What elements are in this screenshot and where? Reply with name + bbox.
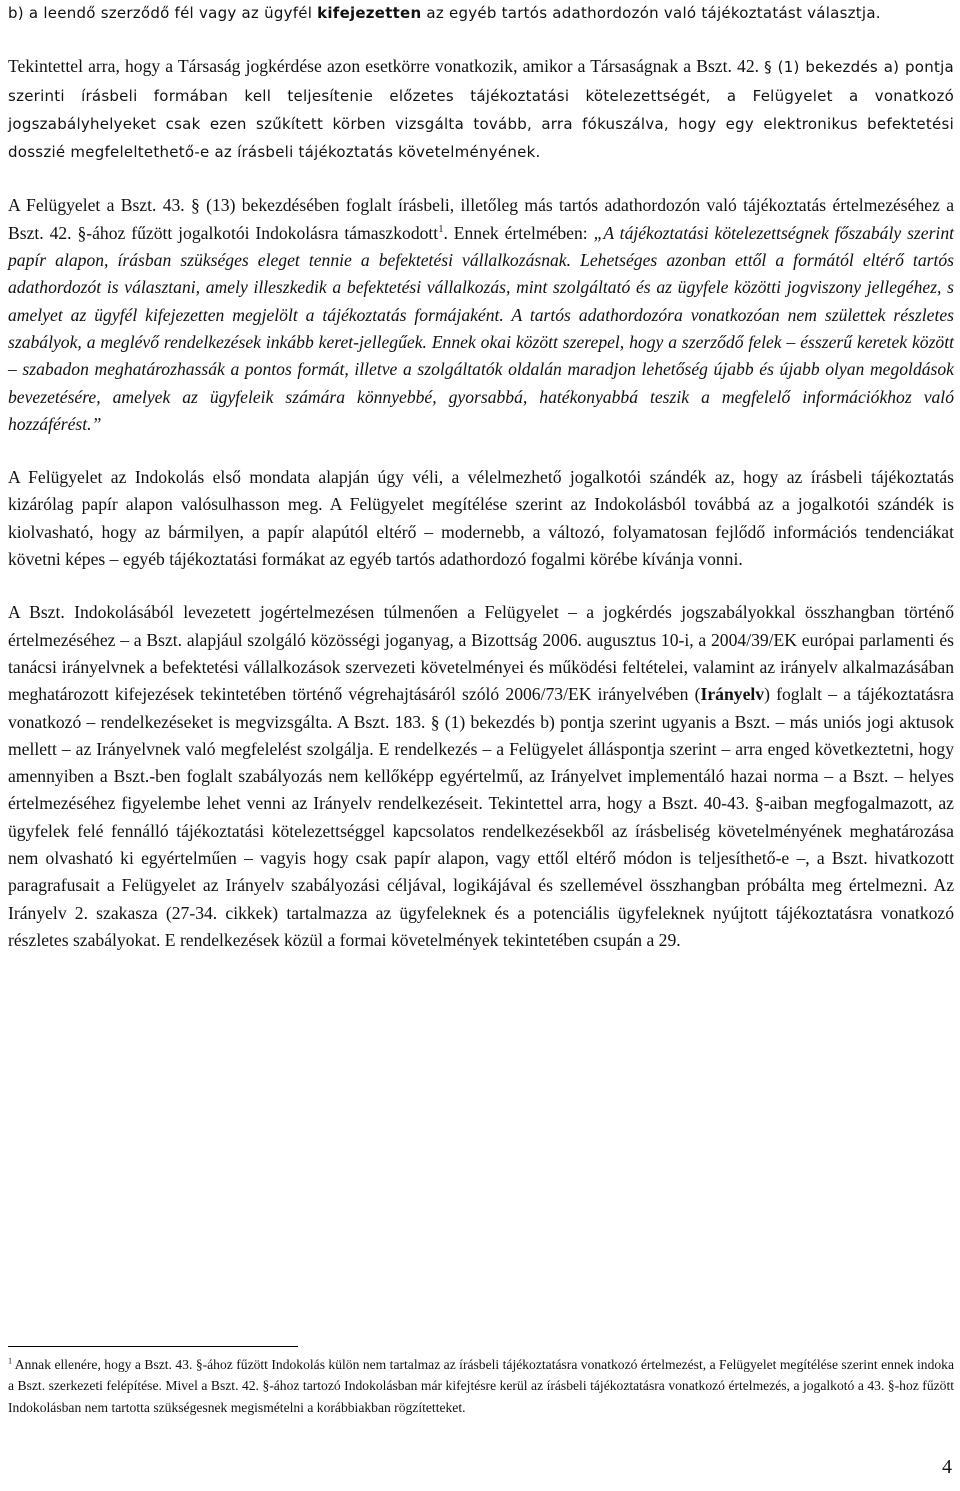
footnote-text: Annak ellenére, hogy a Bszt. 43. §-ához fűzött Indokolás külön nem tartalmaz az írásbeli tájékoztatásra vonatkozó értelmezést, a Felügyelet megítélése szerint ennek indoka a Bszt. szerkezeti felépítése. Mivel a Bszt. 42. §-ához tartozó Indokolásban már kifejtésre kerül az írásbeli tájékoztatásra vonatkozó értelmezés, a jogalkotó a 43. §-hoz fűzött Indokolásban nem tartotta szükségesnek megismételni a korábbiakban rögzítetteket. — [8, 1357, 954, 1415]
p5-text-b: ) foglalt – a tájékoztatásra vonatkozó – rendelkezéseket is megvizsgálta. A Bszt. 183. § (1) bekezdés b) pontja szerint ugyanis a Bszt. – más uniós jogi aktusok mellett – az Irányelvnek való megfelelést szolgálja. E rendelkezés – a Felügyelet álláspontja szerint – arra enged következtetni, hogy amennyiben a Bszt.-ben foglalt szabályozás nem kellőképp egyértelmű, az Irányelvet implementáló hazai norma – a Bszt. – helyes értelmezéséhez figyelembe lehet venni az Irányelv rendelkezéseit. Tekintettel arra, hogy a Bszt. 40-43. §-aiban megfogalmazott, az ügyfelek felé fennálló tájékoztatási kötelezettséggel kapcsolatos rendelkezésekből az írásbeliség követelményének meghatározása nem olvasható ki egyértelműen – vagyis hogy csak papír alapon, vagy ettől eltérő módon is teljesíthető-e –, a Bszt. hivatkozott paragrafusait a Felügyelet az Irányelv szabályozási céljával, logikájával és szellemével összhangban próbálta meg értelmezni. Az Irányelv 2. szakasza (27-34. cikkek) tartalmazza az ügyfeleknek és a potenciális ügyfeleknek nyújtott tájékoztatásra vonatkozó részletes szabályokat. E rendelkezések közül a formai követelmények tekintetében csupán a 29. — [8, 684, 954, 950]
paragraph-1 — [8, 0, 954, 27]
paragraph-4 — [8, 464, 954, 573]
p5-text-a: A Bszt. Indokolásából levezetett jogértelmezésen túlmenően a Felügyelet – a jogkérdés jogszabályokkal összhangban történő értelmezéséhez – a Bszt. alapjául szolgáló közösségi joganyag, a Bizottság 2006. augusztus 10-i, a 2004/39/EK európai parlamenti és tanácsi irányelvnek a befektetési vállalkozások szervezeti követelményei és működési feltételei, valamint az irányelv alkalmazásában meghatározott kifejezések tekintetében történő végrehajtásáról szóló 2006/73/EK irányelvében ( — [8, 602, 954, 705]
p2-text-sans: § (1) bekezdés a) pontja szerinti írásbeli formában kell teljesítenie előzetes tájékoztatási kötelezettségét, a Felügyelet a vonatkozó jogszabályhelyeket csak ezen szűkített körben vizsgálta tovább, arra fókuszálva, hogy egy elektronikus befektetési dosszié megfeleltethető-e az írásbeli tájékoztatás követelményének. — [8, 58, 954, 162]
p5-bold-term: Irányelv — [700, 684, 765, 705]
p4-text: A Felügyelet az Indokolás első mondata alapján úgy véli, a vélelmezhető jogalkotói szándék az, hogy az írásbeli tájékoztatás kizárólag papír alapon valósulhasson meg. A Felügyelet megítélése szerint az Indokolásból továbbá az a jogalkotói szándék is kiolvasható, hogy az bármilyen, a papír alapútól eltérő – modernebb, a változó, folyamatosan fejlődő információs tendenciákat követni képes – egyéb tájékoztatási formákat az egyéb tartós adathordozó fogalmi körébe kívánja vonni. — [8, 467, 954, 570]
quoted-reasoning: „A tájékoztatási kötelezettségnek főszabály szerint papír alapon, írásban szükséges eleget tennie a befektetési vállalkozásnak. Lehetséges azonban ettől a formától eltérő tartós adathordozót is választani, amely illeszkedik a befektetési vállalkozás, mint szolgáltató és az ügyfele közötti jogviszony jellegéhez, s amelyet az ügyfél kifejezetten megjelölt a tájékoztatás formájaként. A tartós adathordozóra vonatkozóan nem születtek részletes szabályok, a meglévő rendelkezések inkább keret-jellegűek. Ennek okai között szerepel, hogy a szerződő felek – ésszerű keretek között – szabadon meghatározhassák a pontos formát, illetve a szolgáltatók oldalán maradjon lehetőség újabb és újabb olyan megoldások bevezetésére, amelyek az ügyfeleik számára könnyebbé, gyorsabbá, hatékonyabbá teszik a megfelelő információkhoz való hozzáférést.” — [8, 222, 955, 434]
footnote — [8, 1354, 954, 1418]
p3-text-b: . Ennek értelmében: — [443, 222, 594, 243]
p1-bold-term: kifejezetten — [317, 4, 422, 22]
p3-text-a: A Felügyelet a Bszt. 43. § (13) bekezdésében foglalt írásbeli, illetőleg más tartós adathordozón való tájékoztatás értelmezéséhez a Bszt. 42. §-ához fűzött jogalkotói Indokolásra támaszkodott — [8, 195, 954, 243]
footnote-marker: 1 — [8, 1356, 13, 1366]
footnote-separator — [8, 1346, 298, 1347]
p1-text-end: az egyéb tartós adathordozón való tájékoztatást választja. — [421, 4, 881, 22]
paragraph-5 — [8, 599, 954, 954]
paragraph-2 — [8, 53, 954, 166]
footnote-reference[interactable]: 1 — [438, 223, 444, 235]
page-number: 4 — [942, 1456, 952, 1478]
p1-text-start: b) a leendő szerződő fél vagy az ügyfél — [8, 4, 318, 22]
body-text — [8, 0, 954, 954]
p2-text-serif: Tekintettel arra, hogy a Társaság jogkérdése azon esetkörre vonatkozik, amikor a Társaságnak a Bszt. 42. — [8, 56, 765, 77]
paragraph-3 — [8, 192, 954, 438]
